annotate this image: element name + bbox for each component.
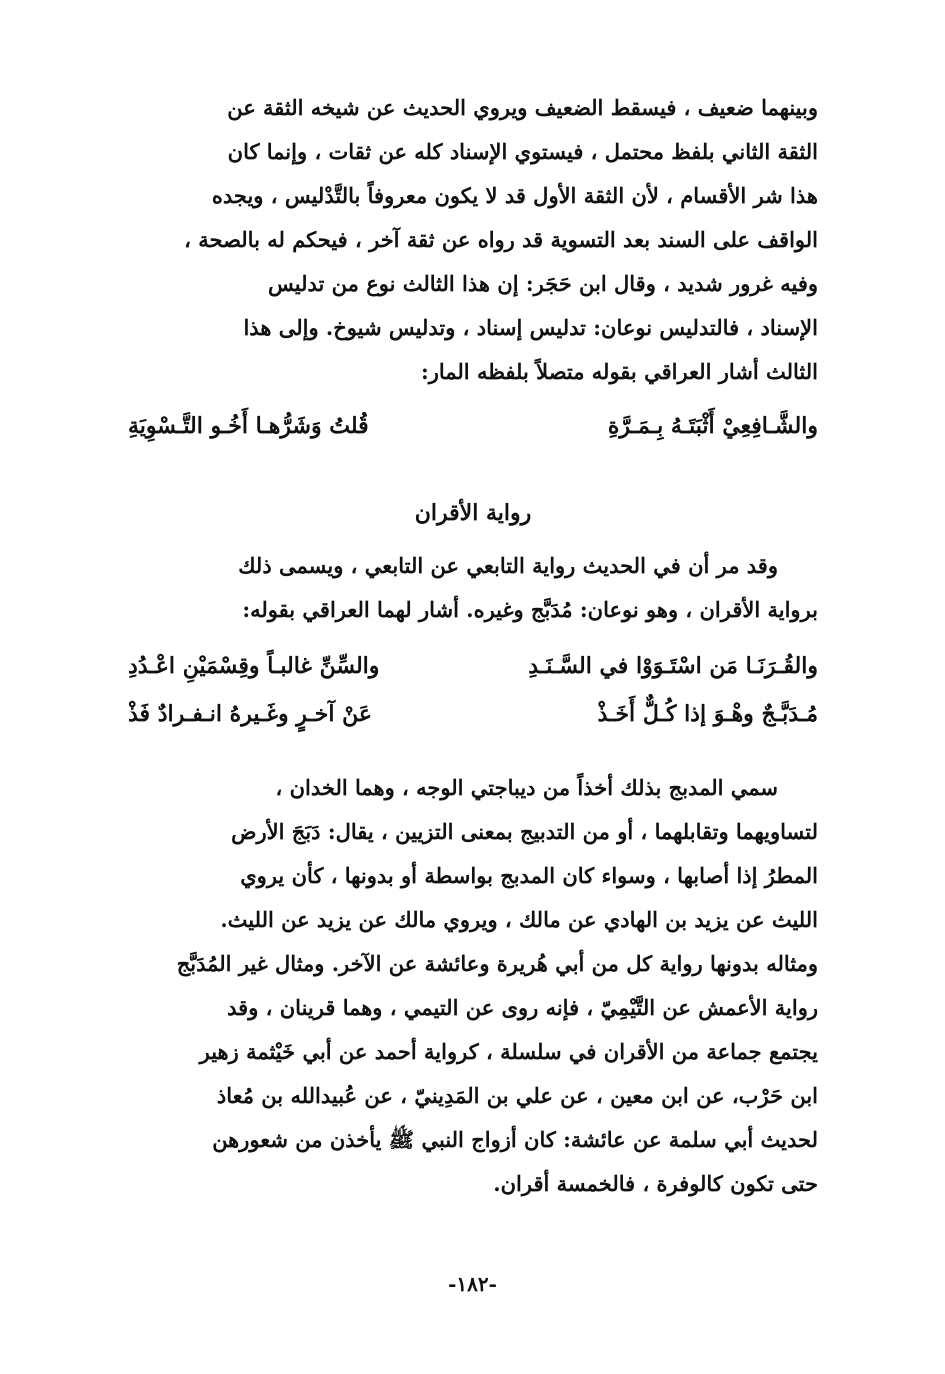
text-line: وبينهما ضعيف ، فيسقط الضعيف ويروي الحديث عن شيخه الثقة عن	[227, 95, 818, 120]
text-line: سمي المدبج بذلك أخذاً من ديباجتي الوجه ، وهما الخدان ،	[275, 775, 778, 800]
paragraph-3	[128, 766, 818, 1206]
text-line: حتى تكون كالوفرة ، فالخمسة أقران.	[493, 1171, 818, 1196]
paragraph-1-text	[128, 86, 818, 394]
text-line: المطرُ إذا أصابها ، وسواء كان المدبج بواسطة أو بدونها ، كأن يروي	[240, 863, 818, 888]
text-line: الإسناد ، فالتدليس نوعان: تدليس إسناد ، وتدليس شيوخ. وإلى هذا	[243, 315, 818, 340]
verse-hemistich-right: والشَّـافِعِيْ أَثْبَتَـهُ بِـمَـرَّةِ	[607, 413, 818, 439]
text-line: رواية الأعمش عن التَّيْمِيّ ، فإنه روى عن التيمي ، وهما قرينان ، وقد	[227, 995, 818, 1020]
text-line: الثالث أشار العراقي بقوله متصلاً بلفظه المار:	[420, 359, 818, 384]
text-line: ومثاله بدونها رواية كل من أبي هُريرة وعائشة عن الآخر. ومثال غير المُدَبَّج	[176, 951, 818, 976]
verse-line	[128, 690, 818, 738]
text-line: لتساويهما وتقابلهما ، أو من التدبيج بمعنى التزيين ، يقال: دَبَجَ الأرض	[231, 819, 818, 844]
text-line: الواقف على السند بعد التسوية قد رواه عن ثقة آخر ، فيحكم له بالصحة ،	[184, 227, 818, 252]
verse-hemistich-right: والقُـرَنَـا مَن اسْتَـوَوْا في السَّـنَـدِ	[528, 653, 818, 679]
verse-hemistich-left: قُلتُ وَشَرُّهـا أَخُـو التَّـسْوِيَةِ	[128, 413, 369, 439]
verse-1	[128, 402, 818, 450]
paragraph-3-text	[128, 766, 818, 1206]
verse-hemistich-left: والسِّنِّ غالبـاً وقِسْمَيْنِ اعْـدُدِ	[128, 653, 380, 679]
text-line: برواية الأقران ، وهو نوعان: مُدَبَّج وغيره. أشار لهما العراقي بقوله:	[242, 597, 818, 622]
section-heading: رواية الأقران	[414, 500, 532, 526]
text-line: هذا شر الأقسام ، لأن الثقة الأول قد لا يكون معروفاً بالتَّدْليس ، ويجده	[211, 183, 818, 208]
text-line: الليث عن يزيد بن الهادي عن مالك ، ويروي مالك عن يزيد عن الليث.	[220, 907, 818, 932]
verse-2	[128, 642, 818, 738]
page-number: -١٨٢-	[448, 1272, 497, 1296]
text-line: يجتمع جماعة من الأقران في سلسلة ، كرواية أحمد عن أبي خَيْثمة زهير	[199, 1039, 818, 1064]
text-line: وقد مر أن في الحديث رواية التابعي عن التابعي ، ويسمى ذلك	[238, 553, 778, 578]
text-line: لحديث أبي سلمة عن عائشة: كان أزواج النبي ﷺ يأخذن من شعورهن	[212, 1127, 818, 1152]
text-line: وفيه غرور شديد ، وقال ابن حَجَر: إن هذا الثالث نوع من تدليس	[267, 271, 818, 296]
verse-hemistich-left: عَنْ آخـرٍ وغَـيرهُ انـفـرادٌ فَذْ	[128, 701, 373, 727]
text-line: ابن حَرْب، عن ابن معين ، عن علي بن المَدِينيّ ، عن عُبيدالله بن مُعاذ	[216, 1083, 818, 1108]
verse-line	[128, 642, 818, 690]
paragraph-2	[128, 544, 818, 632]
paragraph-1	[128, 86, 818, 394]
text-line: الثقة الثاني بلفظ محتمل ، فيستوي الإسناد كله عن ثقات ، وإنما كان	[227, 139, 818, 164]
verse-hemistich-right: مُـدَبَّـجٌ وهْـوَ إذا كُـلٌّ أَخَـذْ	[597, 701, 818, 727]
paragraph-2-text	[128, 544, 818, 632]
verse-line	[128, 402, 818, 450]
